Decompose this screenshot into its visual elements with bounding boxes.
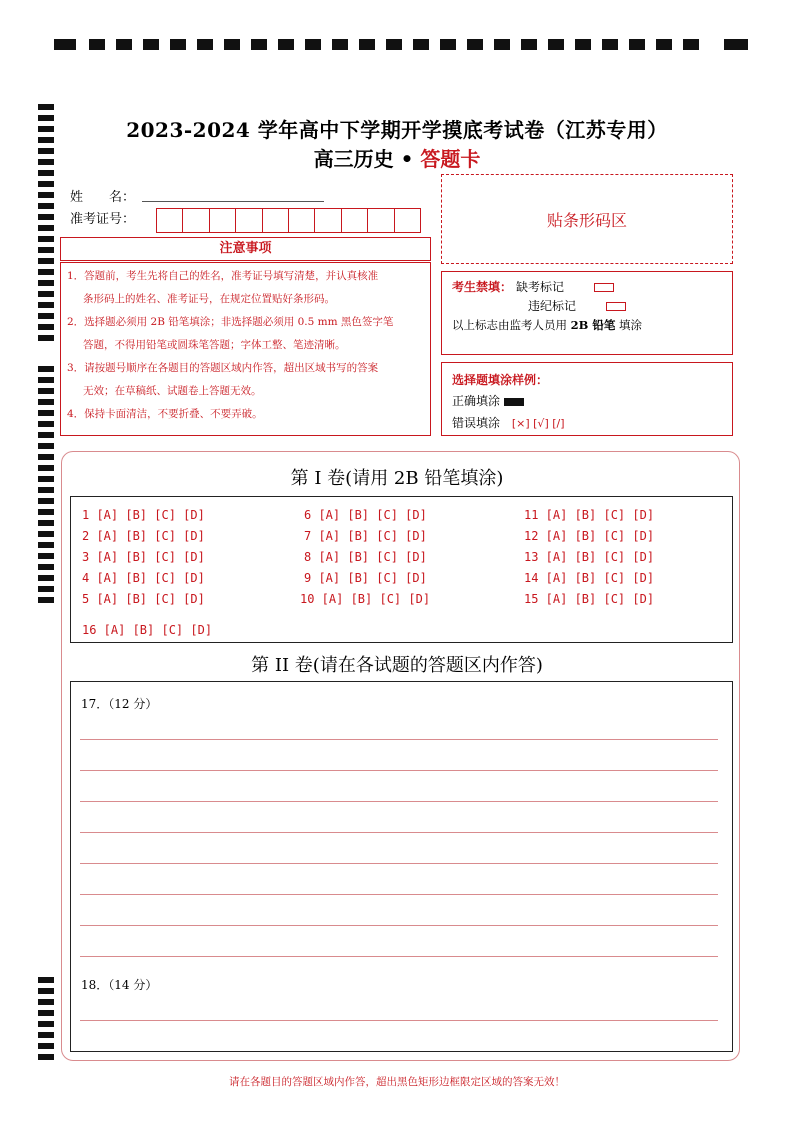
subject-name: 高三历史 bbox=[313, 147, 394, 171]
notice-line: 2．选择题必须用 2B 铅笔填涂；非选择题必须用 0.5 mm 黑色签字笔 bbox=[67, 316, 394, 328]
forbid-note-bold: 2B 铅笔 bbox=[570, 318, 616, 332]
violation-mark-label: 违纪标记 bbox=[528, 299, 577, 313]
correct-fill-mark bbox=[504, 398, 524, 406]
choice-question[interactable]: 9 [A] [B] [C] [D] bbox=[304, 571, 427, 585]
correct-fill-row bbox=[452, 392, 524, 409]
absent-mark-box[interactable] bbox=[594, 283, 614, 292]
answer-line[interactable] bbox=[80, 956, 718, 957]
answer-card-label: 答题卡 bbox=[420, 147, 481, 171]
violation-mark-box[interactable] bbox=[606, 302, 626, 311]
choice-question[interactable]: 2 [A] [B] [C] [D] bbox=[82, 529, 205, 543]
choice-question[interactable]: 11 [A] [B] [C] [D] bbox=[524, 508, 655, 522]
choice-question[interactable]: 10 [A] [B] [C] [D] bbox=[300, 592, 431, 606]
notice-line: 1．答题前，考生先将自己的姓名，准考证号填写清楚，并认真核准 bbox=[67, 270, 379, 282]
choice-question[interactable]: 16 [A] [B] [C] [D] bbox=[82, 623, 213, 637]
forbid-label: 考生禁填： bbox=[452, 280, 513, 294]
question-18-heading: 18．（14 分） bbox=[81, 978, 158, 992]
notice-line: 3．请按题号顺序在各题目的答题区域内作答，超出区域书写的答案 bbox=[67, 362, 379, 374]
correct-fill-label: 正确填涂 bbox=[452, 394, 501, 408]
barcode-area-label: 贴条形码区 bbox=[546, 211, 627, 230]
notice-line: 无效；在草稿纸、试题卷上答题无效。 bbox=[83, 385, 262, 397]
choice-grid bbox=[70, 496, 733, 643]
card-title bbox=[0, 143, 794, 172]
answer-line[interactable] bbox=[80, 770, 718, 771]
open-answer-box[interactable] bbox=[70, 681, 733, 1052]
notice-line: 4．保持卡面清洁，不要折叠、不要弄破。 bbox=[67, 408, 263, 420]
section-1-title: 第 I 卷(请用 2B 铅笔填涂) bbox=[290, 468, 504, 489]
choice-question[interactable]: 8 [A] [B] [C] [D] bbox=[304, 550, 427, 564]
choice-question[interactable]: 3 [A] [B] [C] [D] bbox=[82, 550, 205, 564]
exam-id-boxes[interactable] bbox=[156, 208, 421, 233]
choice-question[interactable]: 13 [A] [B] [C] [D] bbox=[524, 550, 655, 564]
answer-line[interactable] bbox=[80, 801, 718, 802]
wrong-fill-label: 错误填涂 bbox=[452, 416, 501, 430]
forbid-note bbox=[452, 317, 642, 333]
answer-line[interactable] bbox=[80, 925, 718, 926]
absent-mark-label: 缺考标记 bbox=[516, 280, 565, 294]
answer-line[interactable] bbox=[80, 863, 718, 864]
answer-line[interactable] bbox=[80, 1020, 718, 1021]
question-17-heading: 17．（12 分） bbox=[81, 697, 158, 711]
choice-question[interactable]: 4 [A] [B] [C] [D] bbox=[82, 571, 205, 585]
exam-title: 2023-2024 学年高中下学期开学摸底考试卷（江苏专用） bbox=[126, 118, 668, 142]
answer-line[interactable] bbox=[80, 894, 718, 895]
name-field[interactable] bbox=[142, 201, 324, 202]
proctor-marks-box bbox=[441, 271, 733, 355]
wrong-fill-row bbox=[452, 414, 565, 431]
footer-warning: 请在各题目的答题区域内作答，超出黑色矩形边框限定区域的答案无效！ bbox=[229, 1076, 565, 1088]
notice-line: 答题，不得用铅笔或圆珠笔答题；字体工整、笔迹清晰。 bbox=[83, 339, 346, 351]
choice-question[interactable]: 1 [A] [B] [C] [D] bbox=[82, 508, 205, 522]
fill-sample-box bbox=[441, 362, 733, 436]
choice-question[interactable]: 14 [A] [B] [C] [D] bbox=[524, 571, 655, 585]
barcode-area bbox=[441, 174, 733, 264]
forbid-note-tail: 填涂 bbox=[619, 318, 643, 332]
answer-line[interactable] bbox=[80, 739, 718, 740]
sample-label: 选择题填涂样例： bbox=[452, 373, 549, 387]
forbid-note-text: 以上标志由监考人员用 bbox=[452, 318, 567, 332]
absent-mark-row bbox=[516, 278, 614, 295]
section-2-title: 第 II 卷(请在各试题的答题区内作答) bbox=[251, 655, 543, 676]
wrong-fill-marks: [×] [√] [/] bbox=[511, 417, 565, 430]
title-dot: • bbox=[400, 147, 414, 171]
notice-line: 条形码上的姓名、准考证号，在规定位置贴好条形码。 bbox=[83, 293, 335, 305]
notice-box bbox=[60, 262, 431, 436]
choice-question[interactable]: 12 [A] [B] [C] [D] bbox=[524, 529, 655, 543]
notice-heading: 注意事项 bbox=[60, 237, 431, 261]
top-timing-marks bbox=[54, 39, 748, 51]
violation-mark-row bbox=[528, 297, 626, 314]
choice-question[interactable]: 7 [A] [B] [C] [D] bbox=[304, 529, 427, 543]
choice-question[interactable]: 5 [A] [B] [C] [D] bbox=[82, 592, 205, 606]
name-label: 姓 名： bbox=[70, 190, 136, 205]
choice-question[interactable]: 6 [A] [B] [C] [D] bbox=[304, 508, 427, 522]
answer-line[interactable] bbox=[80, 832, 718, 833]
choice-question[interactable]: 15 [A] [B] [C] [D] bbox=[524, 592, 655, 606]
exam-id-label: 准考证号： bbox=[70, 212, 136, 227]
